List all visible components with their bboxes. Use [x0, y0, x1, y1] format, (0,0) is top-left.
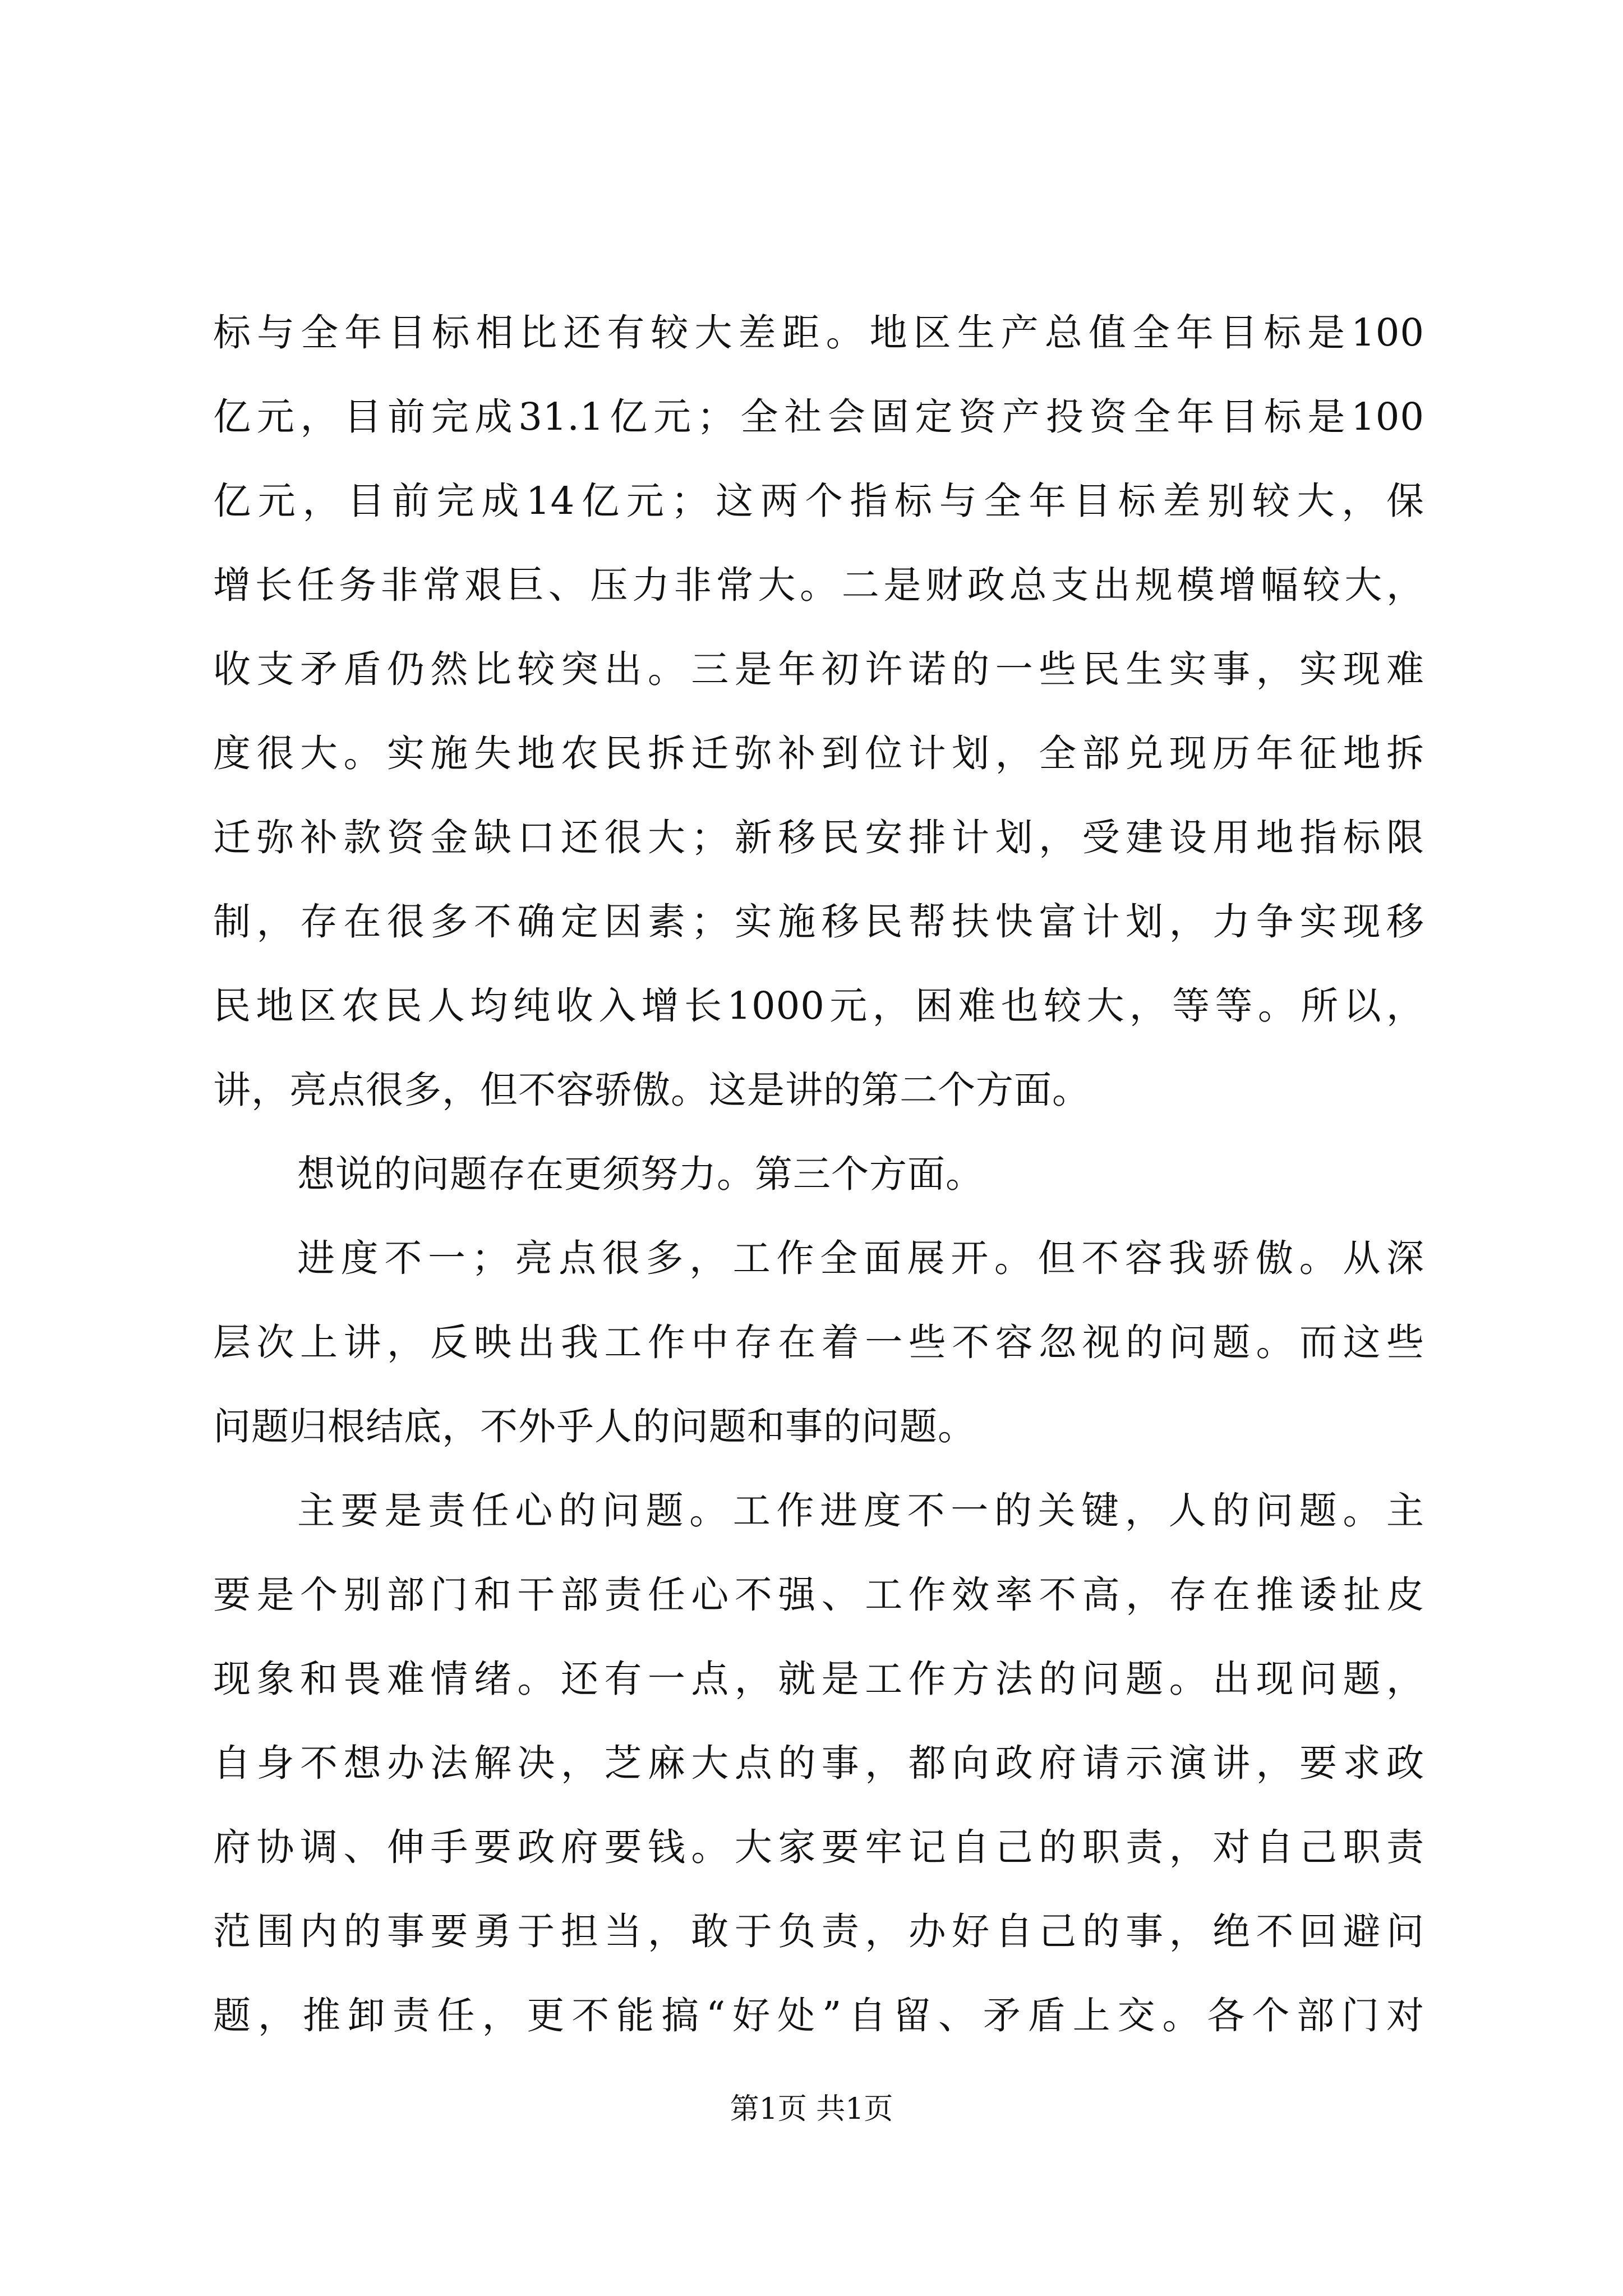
body-line: 要是个别部门和干部责任心不强、工作效率不高，存在推诿扯皮: [213, 1573, 1424, 1617]
body-line: 讲，亮点很多，但不容骄傲。这是讲的第二个方面。: [213, 1068, 1090, 1112]
body-line: 迁弥补款资金缺口还很大；新移民安排计划，受建设用地指标限: [213, 816, 1424, 859]
body-line: 标与全年目标相比还有较大差距。地区生产总值全年目标是100: [213, 311, 1424, 355]
body-line: 亿元，目前完成31.1亿元；全社会固定资产投资全年目标是100: [213, 395, 1424, 439]
body-line: 层次上讲，反映出我工作中存在着一些不容忽视的问题。而这些: [213, 1320, 1424, 1364]
body-line: 制，存在很多不确定因素；实施移民帮扶快富计划，力争实现移: [213, 900, 1424, 944]
body-line: 题，推卸责任，更不能搞“好处”自留、矛盾上交。各个部门对: [213, 1994, 1424, 2037]
page-number-footer: 第1页 共1页: [730, 2092, 893, 2126]
body-line: 度很大。实施失地农民拆迁弥补到位计划，全部兑现历年征地拆: [213, 731, 1424, 775]
body-line: 民地区农民人均纯收入增长1000元，困难也较大，等等。所以，: [213, 984, 1424, 1028]
body-line: 府协调、伸手要政府要钱。大家要牢记自己的职责，对自己职责: [213, 1825, 1424, 1869]
body-line: 收支矛盾仍然比较突出。三是年初许诺的一些民生实事，实现难: [213, 647, 1424, 691]
body-line: 亿元，目前完成14亿元；这两个指标与全年目标差别较大，保: [213, 479, 1424, 523]
body-line: 范围内的事要勇于担当，敢于负责，办好自己的事，绝不回避问: [213, 1910, 1424, 1953]
body-line: 主要是责任心的问题。工作进度不一的关键，人的问题。主: [297, 1489, 1424, 1533]
body-line: 问题归根结底，不外乎人的问题和事的问题。: [213, 1405, 976, 1448]
body-line: 进度不一；亮点很多，工作全面展开。但不容我骄傲。从深: [297, 1236, 1424, 1280]
body-line: 增长任务非常艰巨、压力非常大。二是财政总支出规模增幅较大，: [213, 563, 1424, 607]
body-line: 现象和畏难情绪。还有一点，就是工作方法的问题。出现问题，: [213, 1657, 1424, 1701]
body-line: 自身不想办法解决，芝麻大点的事，都向政府请示演讲，要求政: [213, 1741, 1424, 1785]
paragraph-heading: 想说的问题存在更须努力。第三个方面。: [297, 1152, 984, 1196]
